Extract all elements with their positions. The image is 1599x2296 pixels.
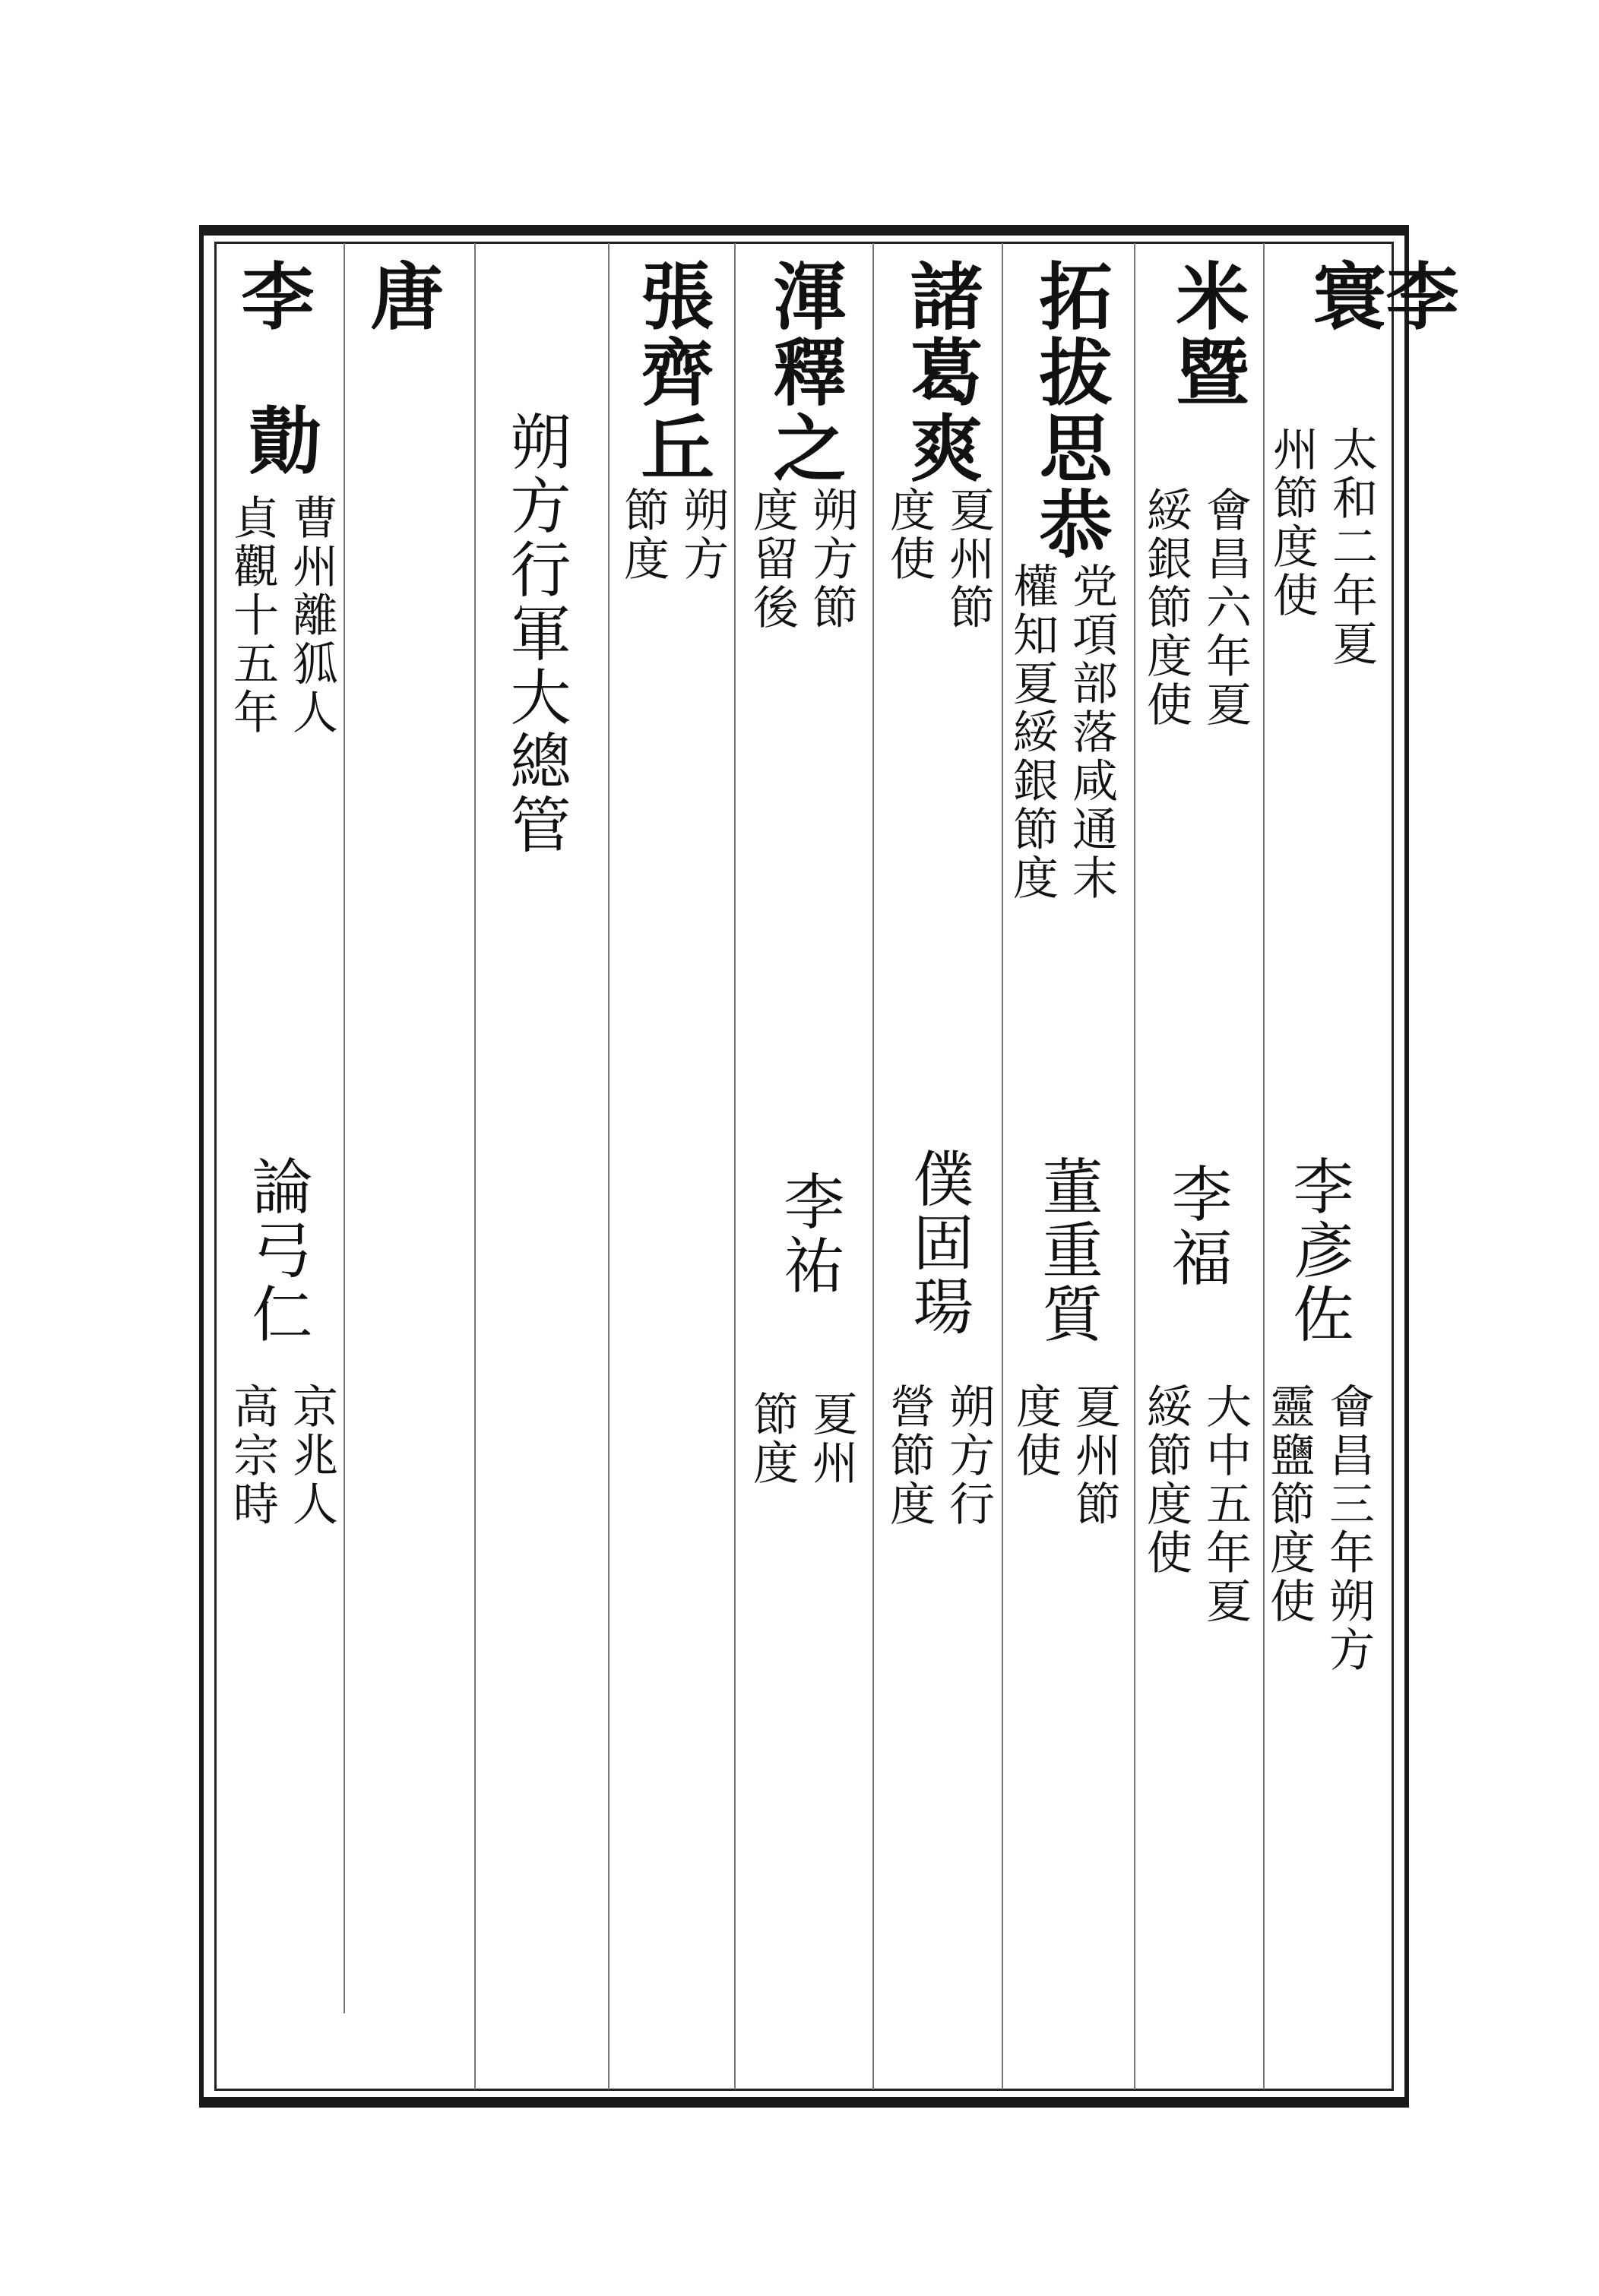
note-line: 會昌三年朔方 [1322,1383,1375,1675]
top-entry-last-given: 勣 [237,403,323,479]
note-line: 朔方節 [805,486,858,632]
entry-note [1262,1383,1376,1675]
top-entry-5: 渾釋之 [762,258,847,486]
note-line: 朔方 [676,486,729,583]
note-line: 節度 [746,1390,799,1488]
entry-note [1138,1383,1252,1626]
note-line: 夏州 [805,1390,858,1488]
entry-note [225,494,339,737]
column-divider [474,243,476,2089]
note-line: 權知夏綏銀節度 [1005,562,1059,903]
note-line: 党項部落咸通末 [1065,562,1118,903]
entry-name: 李祐 [774,1170,844,1298]
note-line: 度使 [1008,1383,1062,1480]
note-line: 夏州節 [942,486,995,632]
note-line: 節度 [616,486,670,583]
top-entry-last-name: 李 [230,258,315,334]
top-entry-6: 張齊丘 [629,258,715,486]
bottom-entry-3: 董重質 [1032,1155,1103,1346]
note-line: 高宗時 [226,1383,279,1529]
top-entry-2: 米暨 [1164,258,1250,410]
note-line: 京兆人 [285,1383,338,1529]
entry-note [1008,1383,1122,1529]
column-divider [1134,243,1135,2089]
entry-note: 朔方行軍大總管 [500,410,571,857]
note-line: 太和二年夏 [1325,425,1378,669]
entry-note [225,1383,339,1529]
entry-name: 李寰 [1301,258,1460,334]
note-line: 朔方行 [942,1383,995,1529]
entry-note [1005,562,1119,903]
top-entry-4: 諸葛爽 [898,258,984,486]
entry-note [1138,486,1252,729]
note-line: 大中五年夏 [1198,1383,1252,1626]
bottom-entry-2: 李福 [1161,1162,1232,1290]
column-divider [734,243,736,2089]
note-line: 曹州離狐人 [285,494,338,737]
entry-note [1265,425,1379,881]
column-divider [608,243,610,2089]
column-divider [1002,243,1003,2089]
entry-note [745,1390,859,1488]
column-divider [872,243,874,2089]
note-line: 綏節度使 [1139,1383,1192,1577]
dynasty-label: 唐 [359,258,445,334]
note-line: 靈鹽節度使 [1262,1383,1316,1626]
note-line: 貞觀十五年 [226,494,279,737]
top-entry-3: 拓拔思恭 [1027,258,1113,562]
bottom-entry-6: 論弓仁 [242,1155,312,1346]
entry-note [616,486,730,583]
note-line: 會昌六年夏 [1198,486,1252,729]
entry-note [882,486,996,632]
note-line: 夏州節 [1068,1383,1121,1529]
note-line: 度留後 [746,486,799,632]
note-line: 營節度 [882,1383,936,1529]
note-line: 州節度使 [1265,425,1319,620]
note-line: 度使 [882,486,936,583]
bottom-entry-5 [775,1170,842,1298]
bottom-entry-1: 李彥佐 [1283,1155,1354,1346]
entry-note [882,1383,996,1529]
note-line: 綏銀節度使 [1139,486,1192,729]
bottom-entry-4: 僕固瑒 [903,1147,974,1339]
column-divider [344,243,345,2013]
entry-note [745,486,859,632]
